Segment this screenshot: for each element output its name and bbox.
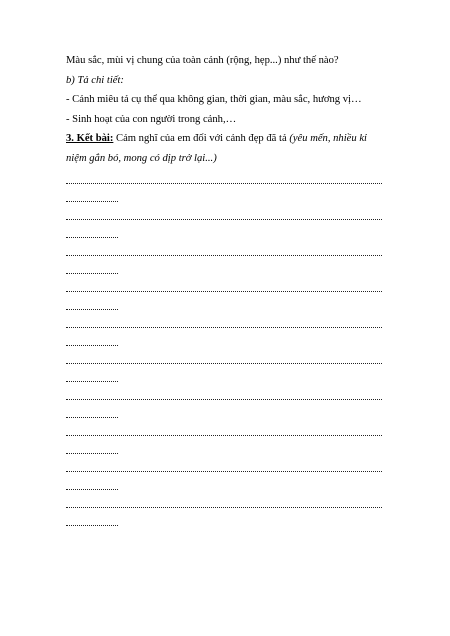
answer-row	[66, 422, 382, 440]
dotted-line-full[interactable]	[66, 182, 382, 184]
conclusion-line	[66, 129, 384, 149]
dotted-line-short[interactable]	[66, 452, 118, 454]
outline-text	[66, 51, 384, 168]
answer-row	[66, 476, 382, 494]
dotted-line-short[interactable]	[66, 488, 118, 490]
dotted-line-short[interactable]	[66, 524, 118, 526]
dotted-line-short[interactable]	[66, 272, 118, 274]
answer-row	[66, 512, 382, 530]
answer-row	[66, 278, 382, 296]
answer-row	[66, 188, 382, 206]
dotted-line-full[interactable]	[66, 506, 382, 508]
dotted-line-short[interactable]	[66, 200, 118, 202]
answer-row	[66, 368, 382, 386]
answer-row	[66, 332, 382, 350]
dotted-line-short[interactable]	[66, 344, 118, 346]
dotted-line-short[interactable]	[66, 308, 118, 310]
dotted-line-short[interactable]	[66, 380, 118, 382]
answer-row	[66, 206, 382, 224]
dotted-line-full[interactable]	[66, 398, 382, 400]
dotted-line-full[interactable]	[66, 254, 382, 256]
answer-row	[66, 350, 382, 368]
answer-row	[66, 386, 382, 404]
answer-row	[66, 260, 382, 278]
conclusion-text: Cảm nghĩ của em đối với cảnh đẹp đã tả	[113, 133, 290, 144]
dotted-line-full[interactable]	[66, 470, 382, 472]
dotted-line-full[interactable]	[66, 326, 382, 328]
answer-row	[66, 458, 382, 476]
answer-row	[66, 170, 382, 188]
answer-row	[66, 296, 382, 314]
answer-row	[66, 404, 382, 422]
conclusion-hint-start: (yêu mến, nhiều kỉ	[289, 133, 367, 144]
dotted-line-full[interactable]	[66, 434, 382, 436]
bullet-detail: - Cảnh miêu tả cụ thể qua không gian, thời gian, màu sắc, hương vị…	[66, 94, 362, 105]
dotted-line-full[interactable]	[66, 218, 382, 220]
answer-row	[66, 494, 382, 512]
conclusion-hint-end: niệm gắn bó, mong có dịp trở lại...)	[66, 152, 217, 164]
answer-row	[66, 242, 382, 260]
dotted-line-full[interactable]	[66, 362, 382, 364]
answer-row	[66, 224, 382, 242]
bullet-activity: - Sinh hoạt của con người trong cảnh,…	[66, 113, 237, 125]
dotted-line-short[interactable]	[66, 416, 118, 418]
dotted-line-short[interactable]	[66, 236, 118, 238]
answer-row	[66, 314, 382, 332]
dotted-line-full[interactable]	[66, 290, 382, 292]
intro-line: Màu sắc, mùi vị chung của toàn cảnh (rộng, hẹp...) như thế nào?	[66, 55, 339, 66]
answer-lines	[66, 170, 382, 530]
conclusion-label: 3. Kết bài:	[66, 133, 114, 144]
detail-heading: b) Tả chi tiết:	[66, 74, 124, 86]
answer-row	[66, 440, 382, 458]
